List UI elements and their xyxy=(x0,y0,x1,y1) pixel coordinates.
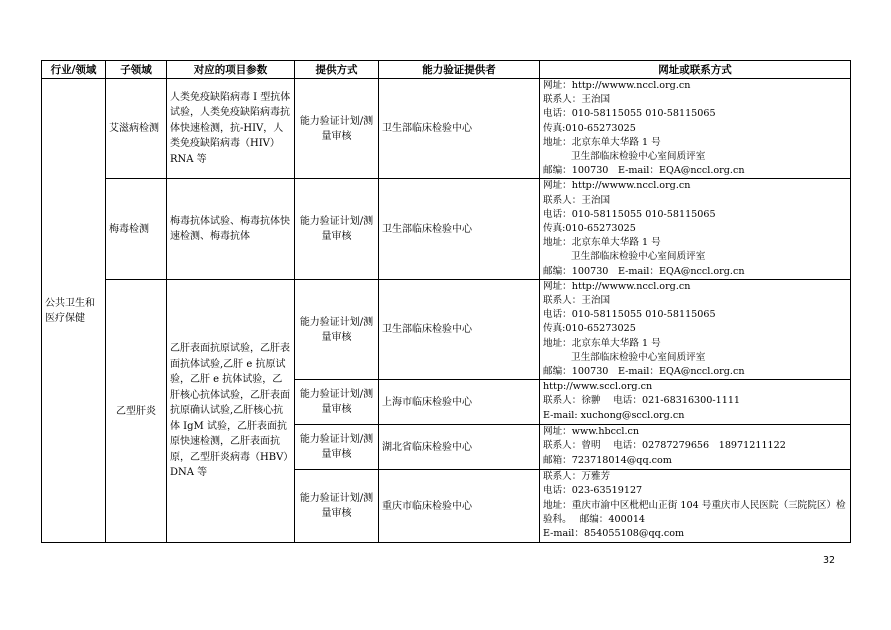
header-subfield: 子领域 xyxy=(106,61,167,79)
params-cell: 人类免疫缺陷病毒 I 型抗体试验，人类免疫缺陷病毒抗体快速检测，抗-HIV，人类免疫缺陷病毒（HIV）RNA 等 xyxy=(167,79,295,179)
method-cell: 能力验证计划/测量审核 xyxy=(295,179,379,279)
contact-cell xyxy=(540,380,851,425)
contact-cell xyxy=(540,279,851,379)
contact-cell xyxy=(540,425,851,470)
provider-cell: 卫生部临床检验中心 xyxy=(379,79,540,179)
contact-line: 卫生部临床检验中心室间质评室 xyxy=(571,351,706,363)
contact-line: 电话：010-58115055 010-58115065 xyxy=(543,108,716,120)
subfield-cell: 艾滋病检测 xyxy=(106,79,167,179)
contact-line: 地址：重庆市渝中区枇杷山正街 104 号重庆市人民医院（三院院区）检验科。 邮编：400014 xyxy=(543,499,846,525)
contact-line: 联系人：徐翀 电话：021-68316300-1111 xyxy=(543,395,741,407)
header-contact: 网址或联系方式 xyxy=(540,61,851,79)
table-row xyxy=(42,279,851,379)
contact-line: 邮编：100730 E-mail：EQA@nccl.org.cn xyxy=(543,265,745,277)
header-params: 对应的项目参数 xyxy=(167,61,295,79)
provider-cell: 卫生部临床检验中心 xyxy=(379,279,540,379)
contact-line: 网址：http://wwww.nccl.org.cn xyxy=(543,180,691,192)
contact-line: 传真:010-65273025 xyxy=(543,122,636,134)
contact-line: E-mail：854055108@qq.com xyxy=(543,528,685,540)
contact-line: 邮编：100730 E-mail：EQA@nccl.org.cn xyxy=(543,165,745,177)
contact-line: 电话：023-63519127 xyxy=(543,485,643,497)
params-cell: 乙肝表面抗原试验，乙肝表面抗体试验,乙肝 e 抗原试验，乙肝 e 抗体试验，乙肝核心抗体试验，乙肝表面抗原确认试验,乙肝核心抗体 IgM 试验，乙肝表面抗原快速检测，乙肝表面抗原，乙型肝炎病毒（HBV）DNA 等 xyxy=(167,279,295,542)
contact-line: E-mail: xuchong@sccl.org.cn xyxy=(543,409,685,421)
table-row xyxy=(42,179,851,279)
contact-line: 邮编：100730 E-mail：EQA@nccl.org.cn xyxy=(543,366,745,378)
contact-line: 卫生部临床检验中心室间质评室 xyxy=(571,251,706,263)
header-provider: 能力验证提供者 xyxy=(379,61,540,79)
contact-cell xyxy=(540,79,851,179)
contact-line: 联系人：王治国 xyxy=(543,295,611,307)
method-cell: 能力验证计划/测量审核 xyxy=(295,380,379,425)
contact-line: 联系人：王治国 xyxy=(543,94,611,106)
provider-cell: 上海市临床检验中心 xyxy=(379,380,540,425)
header-row xyxy=(42,61,851,79)
subfield-cell: 乙型肝炎 xyxy=(106,279,167,542)
industry-cell: 公共卫生和医疗保健 xyxy=(42,79,106,543)
contact-line: 地址：北京东单大华路 1 号 xyxy=(543,337,661,349)
contact-line: 电话：010-58115055 010-58115065 xyxy=(543,309,716,321)
capability-table xyxy=(41,60,851,543)
method-cell: 能力验证计划/测量审核 xyxy=(295,279,379,379)
method-cell: 能力验证计划/测量审核 xyxy=(295,425,379,470)
contact-line: 传真:010-65273025 xyxy=(543,223,636,235)
method-cell: 能力验证计划/测量审核 xyxy=(295,470,379,543)
contact-line: 网址：www.hbccl.cn xyxy=(543,426,640,438)
header-method: 提供方式 xyxy=(295,61,379,79)
contact-line: 地址：北京东单大华路 1 号 xyxy=(543,237,661,249)
contact-line: 网址：http://wwww.nccl.org.cn xyxy=(543,280,691,292)
contact-cell xyxy=(540,470,851,543)
contact-line: 网址：http://wwww.nccl.org.cn xyxy=(543,80,691,91)
contact-cell xyxy=(540,179,851,279)
contact-line: 卫生部临床检验中心室间质评室 xyxy=(571,151,706,163)
contact-line: 电话：010-58115055 010-58115065 xyxy=(543,208,716,220)
provider-cell: 卫生部临床检验中心 xyxy=(379,179,540,279)
contact-line: 联系人：曾明 电话：02787279656 18971211122 xyxy=(543,440,786,452)
provider-cell: 重庆市临床检验中心 xyxy=(379,470,540,543)
header-industry: 行业/领域 xyxy=(42,61,106,79)
page-number: 32 xyxy=(823,555,836,566)
provider-cell: 湖北省临床检验中心 xyxy=(379,425,540,470)
method-cell: 能力验证计划/测量审核 xyxy=(295,79,379,179)
contact-line: 联系人：王治国 xyxy=(543,194,611,206)
contact-line: 地址：北京东单大华路 1 号 xyxy=(543,136,661,148)
contact-line: 传真:010-65273025 xyxy=(543,323,636,335)
subfield-cell: 梅毒检测 xyxy=(106,179,167,279)
params-cell: 梅毒抗体试验、梅毒抗体快速检测、梅毒抗体 xyxy=(167,179,295,279)
table-row xyxy=(42,79,851,179)
contact-line: 邮箱：723718014@qq.com xyxy=(543,454,672,466)
contact-line: http://www.sccl.org.cn xyxy=(543,381,653,393)
contact-line: 联系人：万雅芳 xyxy=(543,471,611,483)
